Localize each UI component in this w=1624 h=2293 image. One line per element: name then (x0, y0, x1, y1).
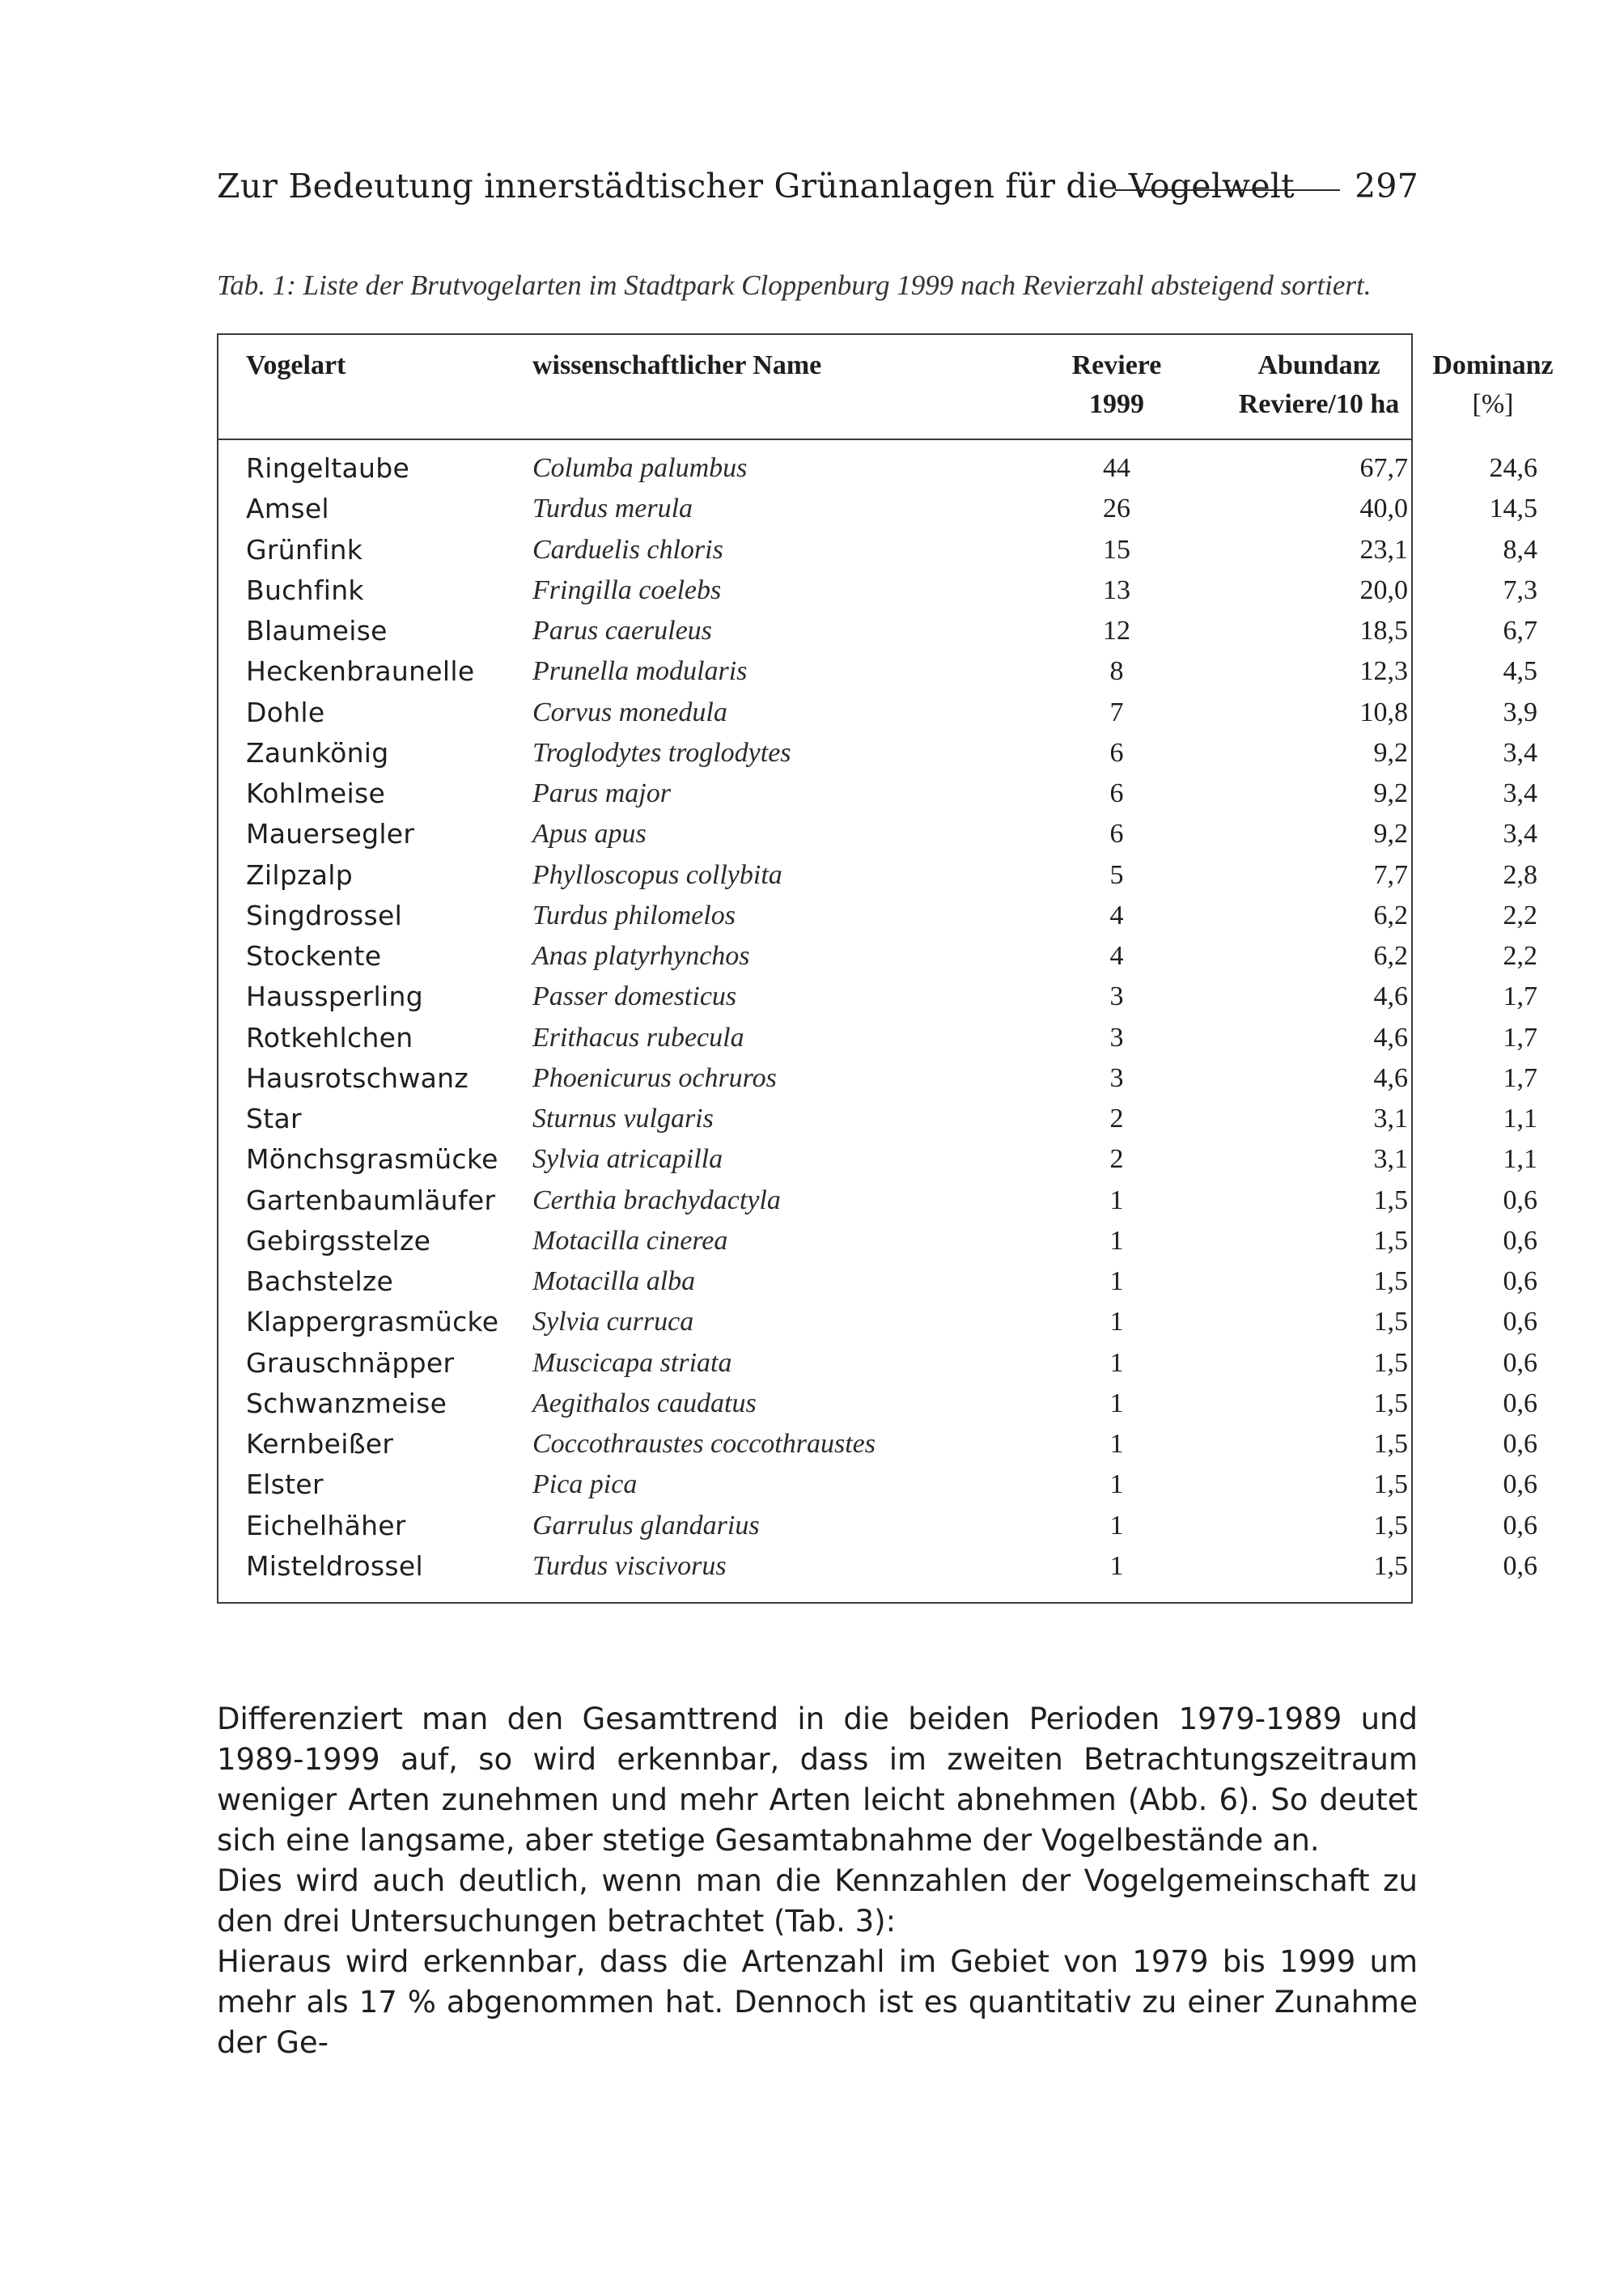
species-name: Misteldrossel (246, 1549, 423, 1582)
body-text (217, 1699, 1418, 2063)
table-row (218, 1464, 1537, 1505)
header-species: Vogelart (246, 350, 346, 380)
territories-value: 3 (1109, 1062, 1124, 1093)
species-name: Gebirgsstelze (246, 1224, 431, 1257)
species-name: Eichelhäher (246, 1509, 406, 1541)
header-rule (1115, 189, 1340, 191)
species-name: Elster (246, 1469, 324, 1501)
dominance-value: 0,6 (1503, 1388, 1537, 1418)
header-abundance-unit: Reviere/10 ha (1238, 389, 1400, 419)
table-row (218, 814, 1537, 854)
table-row (218, 611, 1537, 651)
abundance-value: 3,1 (1373, 1104, 1408, 1134)
paragraph-1: Differenziert man den Gesamttrend in die beiden Perioden 1979-1989 und 1989-1999 auf, so wird erkennbar, dass im zweiten Betrachtungszeitraum weniger Arten zunehmen und mehr Arten leicht abnehmen (Abb. 6). So deutet sich eine langsame, aber stetige Gesamtabnahme der Vogelbestände an. (217, 1702, 1418, 1858)
territories-value: 13 (1103, 574, 1130, 605)
scientific-name: Turdus merula (532, 494, 693, 524)
scientific-name: Turdus viscivorus (532, 1550, 727, 1581)
dominance-value: 7,3 (1503, 574, 1537, 605)
table-row (218, 896, 1537, 936)
species-name: Heckenbraunelle (246, 655, 475, 688)
species-name: Buchfink (246, 574, 364, 606)
species-name: Grauschnäpper (246, 1346, 455, 1379)
scientific-name: Certhia brachydactyla (532, 1185, 781, 1215)
dominance-value: 0,6 (1503, 1266, 1537, 1296)
scientific-name: Anas platyrhynchos (532, 941, 750, 971)
abundance-value: 1,5 (1373, 1185, 1408, 1215)
table-body (218, 448, 1537, 1587)
territories-value: 5 (1109, 859, 1124, 890)
scientific-name: Pica pica (532, 1469, 638, 1500)
species-name: Schwanzmeise (246, 1387, 447, 1419)
table-row (218, 1018, 1537, 1058)
running-header (217, 162, 1418, 218)
abundance-value: 7,7 (1373, 859, 1408, 890)
species-name: Kohlmeise (246, 778, 386, 809)
header-dominance-unit-wrap (1230, 384, 1602, 426)
territories-value: 1 (1109, 1510, 1124, 1541)
species-name: Ringeltaube (246, 452, 410, 484)
abundance-value: 18,5 (1359, 616, 1408, 646)
dominance-value: 2,2 (1503, 941, 1537, 971)
territories-value: 1 (1109, 1429, 1124, 1459)
table-row (218, 936, 1537, 977)
header-dominance-label: Dominanz (1432, 350, 1554, 380)
table-row (218, 1302, 1537, 1342)
territories-value: 3 (1109, 981, 1124, 1012)
dominance-value: 2,2 (1503, 900, 1537, 930)
species-name: Dohle (246, 696, 325, 728)
table-row (218, 1546, 1537, 1587)
dominance-value: 14,5 (1489, 494, 1537, 524)
species-name: Mönchsgrasmücke (246, 1143, 498, 1176)
abundance-value: 12,3 (1359, 656, 1408, 687)
table-row (218, 774, 1537, 814)
species-name: Gartenbaumläufer (246, 1184, 496, 1216)
dominance-value: 0,6 (1503, 1510, 1537, 1541)
table-row (218, 530, 1537, 570)
header-territories-year: 1999 (1089, 389, 1144, 419)
table-row (218, 1261, 1537, 1302)
species-name: Star (246, 1103, 302, 1134)
header-dominance (1230, 345, 1602, 387)
species-name: Singdrossel (246, 899, 403, 931)
dominance-value: 1,1 (1503, 1144, 1537, 1175)
abundance-value: 4,6 (1373, 1022, 1408, 1053)
dominance-value: 4,5 (1503, 656, 1537, 687)
species-name: Zaunkönig (246, 736, 389, 769)
species-name: Amsel (246, 493, 329, 525)
scientific-name: Aegithalos caudatus (532, 1388, 757, 1418)
scientific-name: Erithacus rubecula (532, 1022, 744, 1053)
abundance-value: 9,2 (1373, 778, 1408, 808)
territories-value: 1 (1109, 1185, 1124, 1215)
territories-value: 1 (1109, 1388, 1124, 1418)
dominance-value: 24,6 (1489, 453, 1537, 483)
abundance-value: 1,5 (1373, 1469, 1408, 1500)
scientific-name: Columba palumbus (532, 453, 748, 483)
paragraph-2: Dies wird auch deutlich, wenn man die Kennzahlen der Vogelgemeinschaft zu den drei Untersuchungen betrachtet (Tab. 3): (217, 1863, 1418, 1939)
territories-value: 1 (1109, 1225, 1124, 1256)
scientific-name: Carduelis chloris (532, 534, 723, 565)
species-name: Mauersegler (246, 818, 415, 850)
territories-value: 1 (1109, 1307, 1124, 1337)
scientific-name: Sylvia curruca (532, 1307, 694, 1337)
table-row (218, 1384, 1537, 1424)
abundance-value: 1,5 (1373, 1225, 1408, 1256)
dominance-value: 8,4 (1503, 534, 1537, 565)
abundance-value: 9,2 (1373, 737, 1408, 768)
abundance-value: 23,1 (1359, 534, 1408, 565)
scientific-name: Sylvia atricapilla (532, 1144, 723, 1175)
table-row (218, 1139, 1537, 1180)
abundance-value: 67,7 (1359, 453, 1408, 483)
scientific-name: Garrulus glandarius (532, 1510, 760, 1541)
abundance-value: 1,5 (1373, 1510, 1408, 1541)
table-row (218, 1506, 1537, 1546)
territories-value: 15 (1103, 534, 1130, 565)
scientific-name: Phylloscopus collybita (532, 859, 782, 890)
scientific-name: Phoenicurus ochruros (532, 1062, 777, 1093)
territories-value: 6 (1109, 819, 1124, 850)
table-row (218, 1221, 1537, 1261)
abundance-value: 1,5 (1373, 1388, 1408, 1418)
territories-value: 6 (1109, 737, 1124, 768)
abundance-value: 6,2 (1373, 941, 1408, 971)
territories-value: 2 (1109, 1104, 1124, 1134)
species-name: Grünfink (246, 533, 363, 566)
abundance-value: 9,2 (1373, 819, 1408, 850)
table-row (218, 489, 1537, 529)
table-row (218, 1424, 1537, 1464)
dominance-value: 1,1 (1503, 1104, 1537, 1134)
abundance-value: 6,2 (1373, 900, 1408, 930)
species-name: Bachstelze (246, 1265, 394, 1297)
territories-value: 26 (1103, 494, 1130, 524)
scientific-name: Parus major (532, 778, 671, 808)
table-row (218, 693, 1537, 733)
scientific-name: Sturnus vulgaris (532, 1104, 714, 1134)
territories-value: 6 (1109, 778, 1124, 808)
table-row (218, 1343, 1537, 1384)
abundance-value: 1,5 (1373, 1550, 1408, 1581)
table-row (218, 1099, 1537, 1139)
abundance-value: 1,5 (1373, 1266, 1408, 1296)
table-row (218, 1180, 1537, 1221)
dominance-value: 6,7 (1503, 616, 1537, 646)
abundance-value: 40,0 (1359, 494, 1408, 524)
territories-value: 1 (1109, 1347, 1124, 1378)
territories-value: 1 (1109, 1469, 1124, 1500)
abundance-value: 3,1 (1373, 1144, 1408, 1175)
abundance-value: 1,5 (1373, 1347, 1408, 1378)
territories-value: 1 (1109, 1550, 1124, 1581)
scientific-name: Muscicapa striata (532, 1347, 732, 1378)
dominance-value: 0,6 (1503, 1469, 1537, 1500)
scientific-name: Motacilla cinerea (532, 1225, 728, 1256)
dominance-value: 0,6 (1503, 1347, 1537, 1378)
territories-value: 8 (1109, 656, 1124, 687)
scientific-name: Fringilla coelebs (532, 574, 722, 605)
table-row (218, 1058, 1537, 1099)
dominance-value: 0,6 (1503, 1225, 1537, 1256)
abundance-value: 20,0 (1359, 574, 1408, 605)
scientific-name: Turdus philomelos (532, 900, 736, 930)
scientific-name: Parus caeruleus (532, 616, 712, 646)
table-row (218, 855, 1537, 896)
species-name: Haussperling (246, 981, 423, 1013)
territories-value: 4 (1109, 941, 1124, 971)
header-scientific-name: wissenschaftlicher Name (532, 350, 822, 380)
dominance-value: 0,6 (1503, 1550, 1537, 1581)
abundance-value: 10,8 (1359, 697, 1408, 727)
header-abundance: Abundanz (1257, 350, 1380, 380)
scientific-name: Apus apus (532, 819, 647, 850)
dominance-value: 0,6 (1503, 1307, 1537, 1337)
territories-value: 7 (1109, 697, 1124, 727)
abundance-value: 1,5 (1373, 1307, 1408, 1337)
abundance-value: 4,6 (1373, 981, 1408, 1012)
species-name: Hausrotschwanz (246, 1062, 469, 1094)
territories-value: 2 (1109, 1144, 1124, 1175)
dominance-value: 2,8 (1503, 859, 1537, 890)
dominance-value: 1,7 (1503, 1022, 1537, 1053)
territories-value: 1 (1109, 1266, 1124, 1296)
scientific-name: Prunella modularis (532, 656, 748, 687)
table-row (218, 448, 1537, 489)
abundance-value: 1,5 (1373, 1429, 1408, 1459)
table-row (218, 733, 1537, 774)
page-number: 297 (1355, 167, 1418, 206)
species-name: Blaumeise (246, 615, 388, 646)
territories-value: 12 (1103, 616, 1130, 646)
dominance-value: 1,7 (1503, 1062, 1537, 1093)
table-row (218, 570, 1537, 611)
territories-value: 4 (1109, 900, 1124, 930)
dominance-value: 0,6 (1503, 1429, 1537, 1459)
dominance-value: 3,4 (1503, 778, 1537, 808)
paragraph-3: Hieraus wird erkennbar, dass die Artenzahl im Gebiet von 1979 bis 1999 um mehr als 17 % abgenommen hat. Dennoch ist es quantitativ zu einer Zunahme der Ge- (217, 1944, 1418, 2060)
abundance-value: 4,6 (1373, 1062, 1408, 1093)
scientific-name: Passer domesticus (532, 981, 737, 1012)
species-name: Klappergrasmücke (246, 1306, 499, 1338)
species-name: Kernbeißer (246, 1428, 394, 1460)
dominance-value: 3,4 (1503, 737, 1537, 768)
scientific-name: Corvus monedula (532, 697, 727, 727)
running-title: Zur Bedeutung innerstädtischer Grünanlagen für die Vogelwelt (217, 167, 1295, 206)
dominance-value: 1,7 (1503, 981, 1537, 1012)
species-table (217, 333, 1554, 1604)
table-caption: Tab. 1: Liste der Brutvogelarten im Stadtpark Cloppenburg 1999 nach Revierzahl absteigend sortiert. (217, 269, 1372, 301)
scientific-name: Troglodytes troglodytes (532, 737, 791, 768)
species-name: Stockente (246, 940, 382, 972)
territories-value: 3 (1109, 1022, 1124, 1053)
header-territories: Reviere (1071, 350, 1162, 380)
species-name: Rotkehlchen (246, 1021, 413, 1053)
dominance-value: 3,9 (1503, 697, 1537, 727)
scientific-name: Motacilla alba (532, 1266, 696, 1296)
species-name: Zilpzalp (246, 858, 353, 891)
table-row (218, 651, 1537, 692)
table-row (218, 977, 1537, 1017)
scientific-name: Coccothraustes coccothraustes (532, 1429, 876, 1459)
dominance-value: 0,6 (1503, 1185, 1537, 1215)
table-header (218, 335, 1554, 440)
dominance-value: 3,4 (1503, 819, 1537, 850)
territories-value: 44 (1103, 453, 1130, 483)
header-dominance-unit: [%] (1472, 389, 1514, 419)
